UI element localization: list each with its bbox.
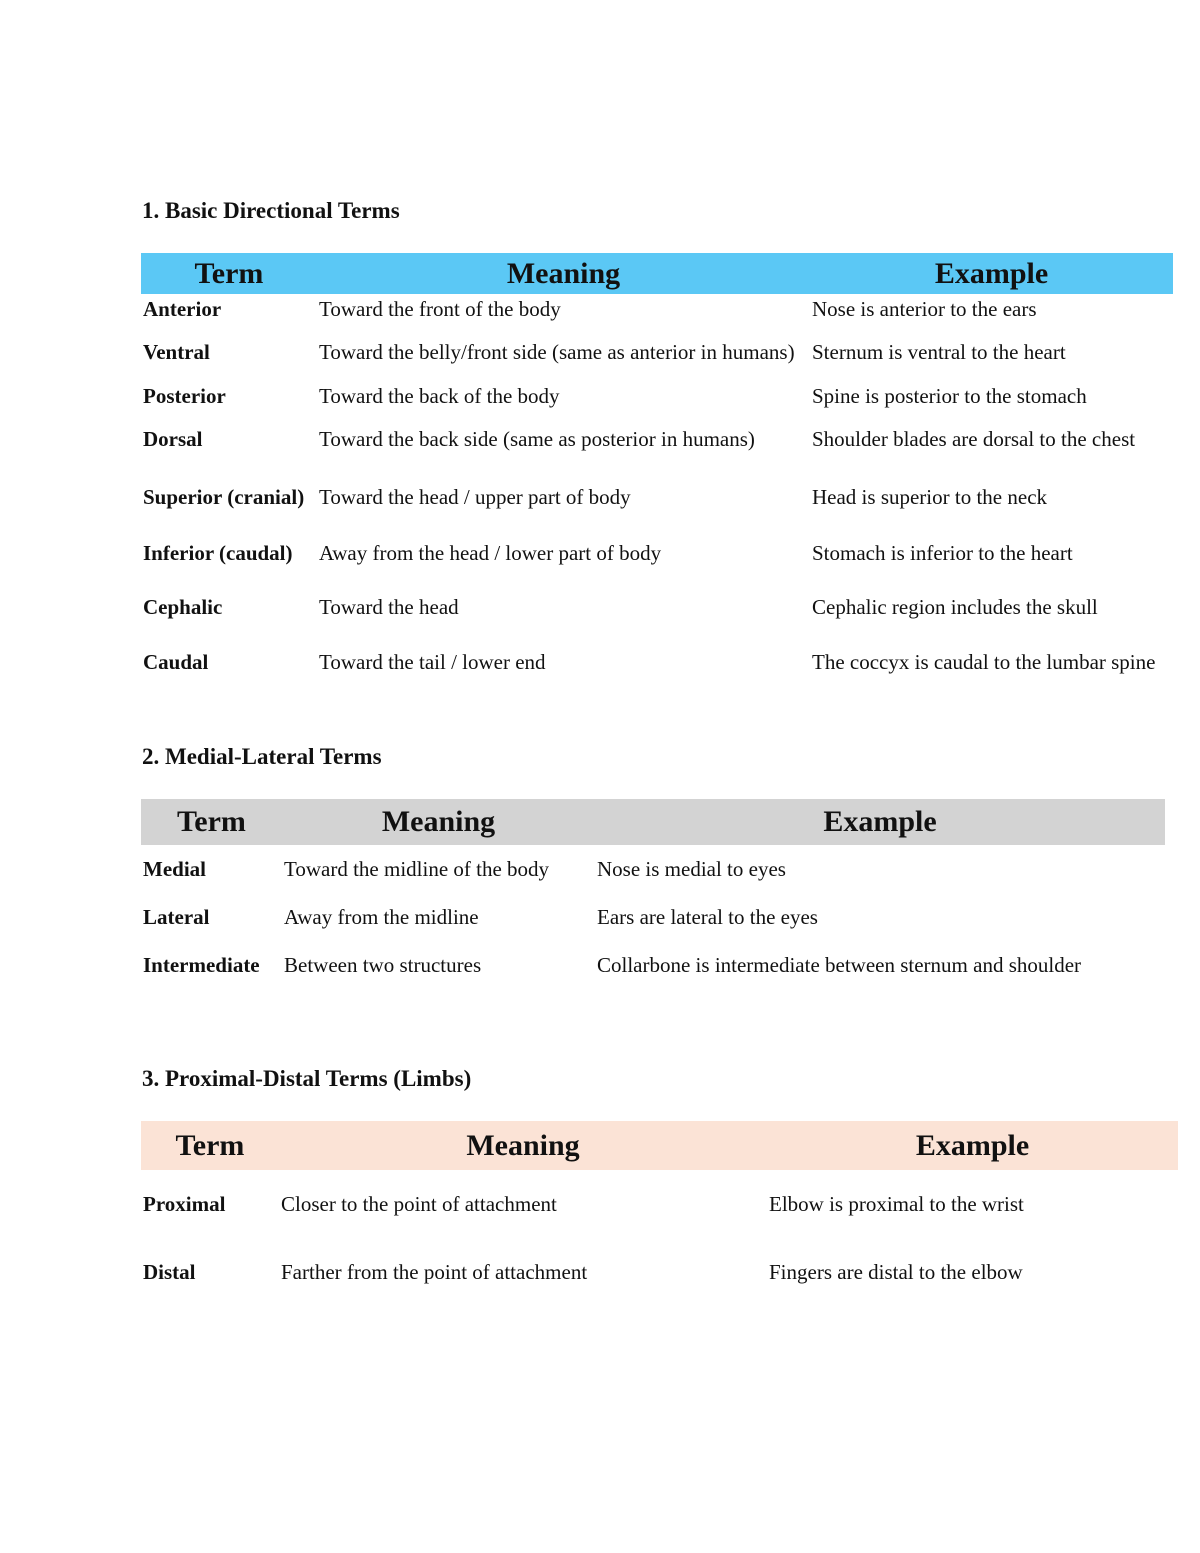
meaning-cell: Away from the head / lower part of body — [319, 541, 662, 565]
term-cell: Intermediate — [143, 953, 260, 977]
meaning-cell: Toward the front of the body — [319, 296, 561, 321]
table-header-row — [141, 1121, 1178, 1170]
proximal-distal-table — [141, 1121, 1178, 1306]
term-cell: Proximal — [143, 1192, 226, 1216]
table-row — [141, 381, 1173, 411]
header-example: Example — [915, 1128, 1030, 1162]
term-cell: Cephalic — [143, 594, 223, 619]
term-cell: Dorsal — [143, 427, 203, 451]
meaning-cell: Toward the head / upper part of body — [319, 485, 631, 509]
example-cell: Spine is posterior to the stomach — [812, 384, 1087, 408]
table-row — [141, 411, 1173, 467]
table-row — [141, 845, 1165, 893]
table-row — [141, 941, 1165, 989]
meaning-cell: Toward the back of the body — [319, 384, 560, 408]
header-meaning: Meaning — [381, 805, 496, 838]
example-cell: Cephalic region includes the skull — [812, 594, 1098, 619]
table-row — [141, 1170, 1178, 1238]
example-cell: Elbow is proximal to the wrist — [769, 1192, 1024, 1216]
example-cell: Shoulder blades are dorsal to the chest — [812, 427, 1136, 451]
table-row — [141, 634, 1173, 690]
section-title-basic-directional: 1. Basic Directional Terms — [142, 198, 400, 223]
term-cell: Ventral — [143, 340, 210, 364]
table-header-row — [141, 253, 1173, 294]
example-cell: The coccyx is caudal to the lumbar spine — [812, 650, 1156, 674]
header-meaning: Meaning — [506, 256, 621, 290]
example-cell: Sternum is ventral to the heart — [812, 340, 1066, 364]
header-term: Term — [194, 256, 264, 290]
basic-directional-table — [141, 253, 1173, 690]
header-term: Term — [175, 1128, 245, 1162]
term-cell: Medial — [143, 857, 206, 881]
table-row — [141, 579, 1173, 634]
example-cell: Collarbone is intermediate between sternum and shoulder — [597, 953, 1082, 977]
section-title-medial-lateral: 2. Medial-Lateral Terms — [142, 744, 382, 769]
header-example: Example — [823, 805, 937, 838]
example-cell: Stomach is inferior to the heart — [812, 541, 1073, 565]
table-row — [141, 467, 1173, 527]
example-cell: Fingers are distal to the elbow — [769, 1260, 1023, 1284]
section-title-proximal-distal: 3. Proximal-Distal Terms (Limbs) — [142, 1066, 472, 1091]
table-row — [141, 893, 1165, 941]
meaning-cell: Farther from the point of attachment — [281, 1260, 588, 1284]
meaning-cell: Toward the belly/front side (same as anterior in humans) — [319, 340, 795, 364]
meaning-cell: Away from the midline — [284, 905, 479, 929]
example-cell: Head is superior to the neck — [812, 485, 1048, 509]
meaning-cell: Toward the midline of the body — [284, 857, 550, 881]
term-cell: Inferior (caudal) — [143, 541, 293, 565]
meaning-cell: Between two structures — [284, 953, 482, 977]
term-cell: Superior (cranial) — [143, 485, 305, 509]
term-cell: Caudal — [143, 650, 209, 674]
header-example: Example — [934, 256, 1049, 290]
term-cell: Lateral — [143, 905, 210, 929]
meaning-cell: Toward the tail / lower end — [319, 650, 546, 674]
term-cell: Distal — [143, 1260, 196, 1284]
table-header-row — [141, 799, 1165, 845]
example-cell: Nose is medial to eyes — [597, 857, 786, 881]
table-row — [141, 527, 1173, 579]
header-term: Term — [177, 805, 246, 838]
medial-lateral-table — [141, 799, 1165, 989]
meaning-cell: Toward the head — [319, 594, 459, 619]
header-meaning: Meaning — [466, 1128, 580, 1162]
term-cell: Anterior — [143, 296, 222, 321]
table-row — [141, 323, 1173, 381]
meaning-cell: Toward the back side (same as posterior in humans) — [319, 427, 755, 451]
example-cell: Nose is anterior to the ears — [812, 296, 1037, 321]
example-cell: Ears are lateral to the eyes — [597, 905, 818, 929]
table-row — [141, 294, 1173, 323]
meaning-cell: Closer to the point of attachment — [281, 1192, 557, 1216]
term-cell: Posterior — [143, 384, 226, 408]
table-row — [141, 1238, 1178, 1306]
